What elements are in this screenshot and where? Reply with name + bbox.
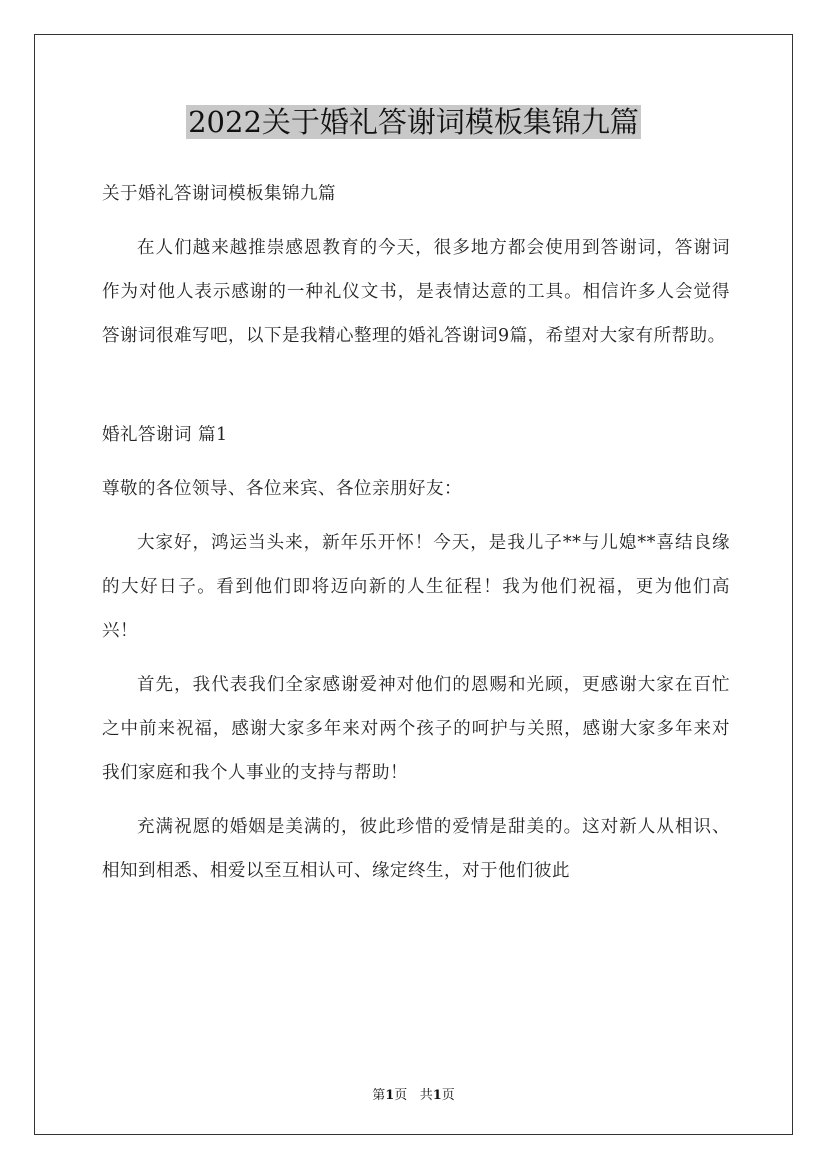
section-heading: 婚礼答谢词 篇1 [102, 425, 228, 445]
salutation: 尊敬的各位领导、各位来宾、各位亲朋好友： [102, 479, 462, 499]
body-paragraph-1: 大家好，鸿运当头来，新年乐开怀！今天，是我儿子**与儿媳**喜结良缘的大好日子。看到他们即将迈向新的人生征程！我为他们祝福，更为他们高兴！ [102, 533, 730, 641]
document-subtitle: 关于婚礼答谢词模板集锦九篇 [102, 184, 336, 204]
page-number: 第1页 [372, 1088, 408, 1103]
document-body [102, 172, 730, 893]
page-footer [0, 1084, 827, 1103]
body-paragraph-2: 首先，我代表我们全家感谢爱神对他们的恩赐和光顾，更感谢大家在百忙之中前来祝福，感谢大家多年来对两个孩子的呵护与关照，感谢大家多年来对我们家庭和我个人事业的支持与帮助！ [102, 675, 730, 783]
document-title-text: 2022关于婚礼答谢词模板集锦九篇 [188, 105, 639, 139]
document-title [0, 101, 827, 143]
intro-paragraph: 在人们越来越推崇感恩教育的今天，很多地方都会使用到答谢词，答谢词作为对他人表示感谢的一种礼仪文书，是表情达意的工具。相信许多人会觉得答谢词很难写吧，以下是我精心整理的婚礼答谢词9篇，希望对大家有所帮助。 [102, 238, 730, 346]
body-paragraph-3: 充满祝愿的婚姻是美满的，彼此珍惜的爱情是甜美的。这对新人从相识、相知到相悉、相爱以至互相认可、缘定终生，对于他们彼此 [102, 817, 730, 881]
page-total: 共1页 [419, 1088, 455, 1103]
